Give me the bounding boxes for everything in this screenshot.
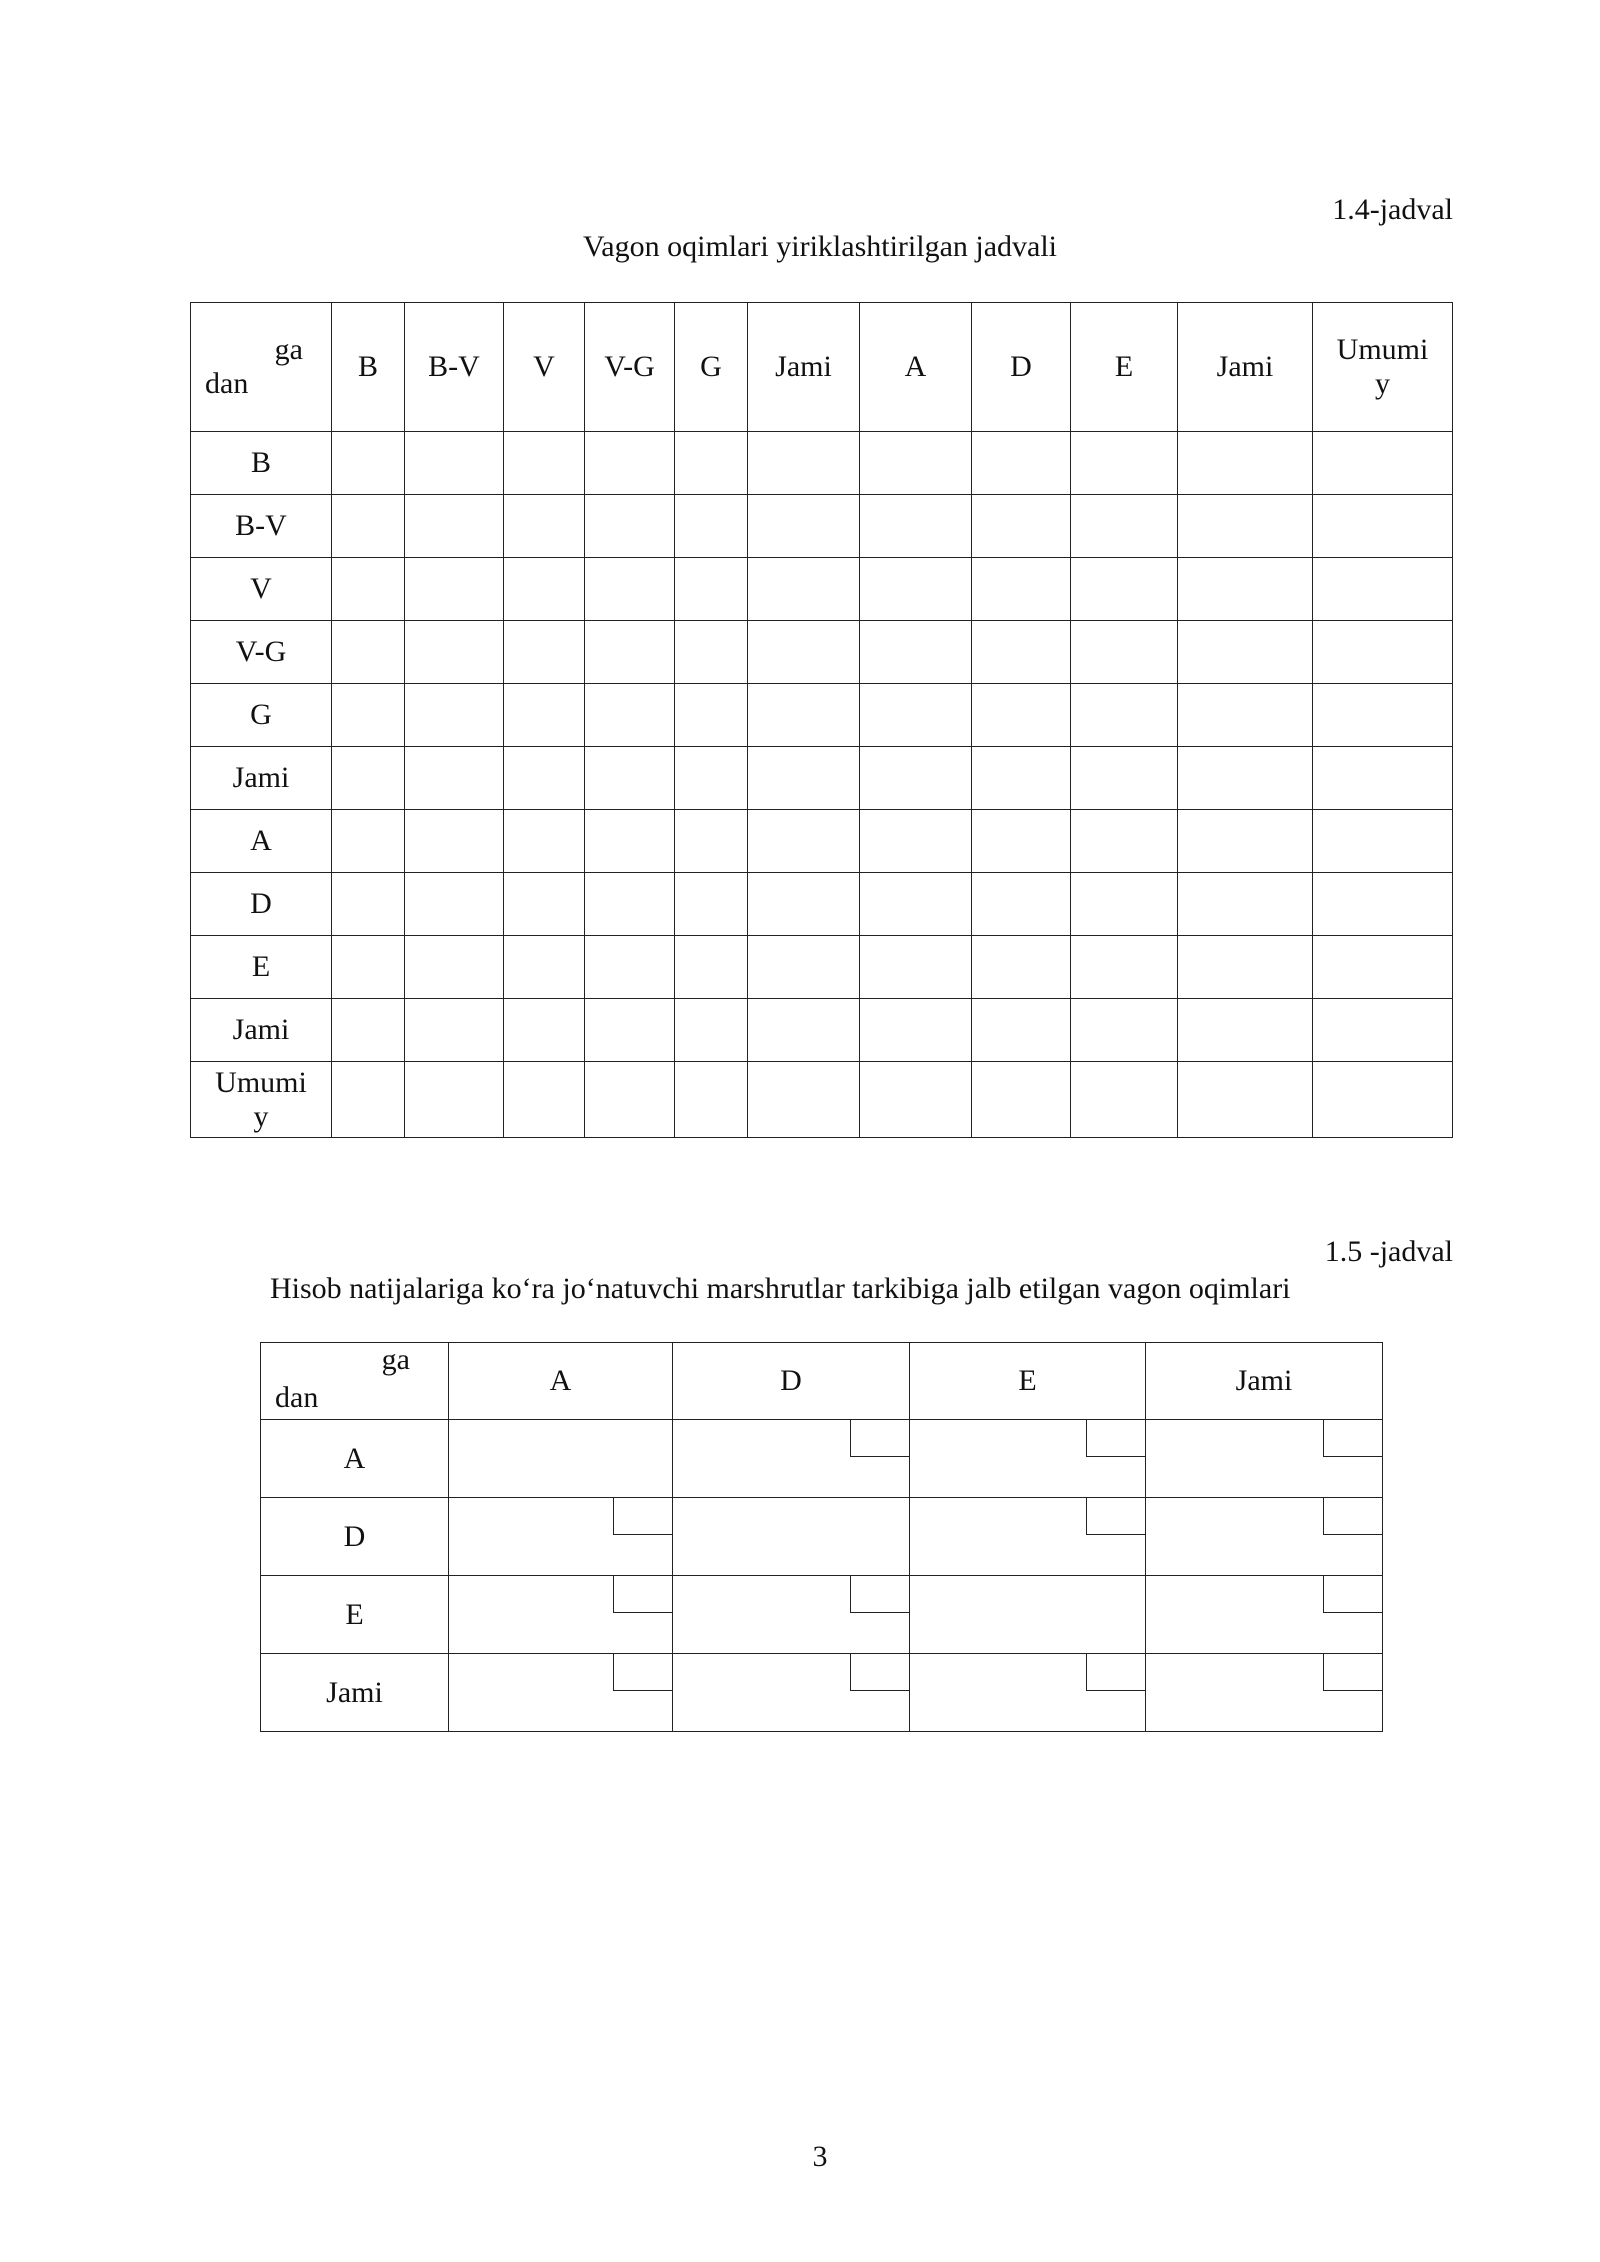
empty-cell (332, 999, 405, 1062)
row-header: D (261, 1498, 449, 1576)
table-row (191, 432, 1453, 495)
empty-cell (675, 432, 748, 495)
column-header: A (860, 303, 972, 432)
empty-cell (405, 495, 504, 558)
empty-cell (972, 432, 1071, 495)
empty-cell (504, 621, 585, 684)
header-row (191, 303, 1453, 432)
empty-cell (332, 873, 405, 936)
empty-cell (972, 873, 1071, 936)
empty-cell (673, 1498, 910, 1576)
corner-to-label: ga (381, 1343, 410, 1376)
empty-cell (585, 1062, 675, 1138)
table2-title: Hisob natijalariga ko‘ra jo‘natuvchi marshrutlar tarkibiga jalb etilgan vagon oqimlari (270, 1272, 1291, 1305)
empty-cell (405, 621, 504, 684)
row-header: Umumi y (191, 1062, 332, 1138)
empty-cell (405, 999, 504, 1062)
corner-subcell (1323, 1575, 1383, 1613)
empty-cell (860, 432, 972, 495)
empty-cell (504, 999, 585, 1062)
empty-cell (585, 936, 675, 999)
column-header: Umumi y (1313, 303, 1453, 432)
row-header: Jami (191, 999, 332, 1062)
empty-cell (1313, 684, 1453, 747)
empty-cell (405, 810, 504, 873)
empty-cell (1178, 495, 1313, 558)
empty-cell (748, 873, 860, 936)
empty-cell (675, 1062, 748, 1138)
empty-cell (673, 1420, 910, 1498)
table-row (191, 495, 1453, 558)
empty-cell (748, 999, 860, 1062)
table1-label: 1.4-jadval (1332, 193, 1453, 226)
empty-cell (1313, 810, 1453, 873)
empty-cell (1071, 936, 1178, 999)
empty-cell (1071, 999, 1178, 1062)
empty-cell (1178, 558, 1313, 621)
empty-cell (332, 684, 405, 747)
empty-cell (860, 558, 972, 621)
row-header: V (191, 558, 332, 621)
empty-cell (1146, 1420, 1383, 1498)
corner-cell (191, 303, 332, 432)
empty-cell (1178, 810, 1313, 873)
row-header: A (191, 810, 332, 873)
empty-cell (1313, 873, 1453, 936)
corner-subcell (1086, 1419, 1146, 1457)
corner-subcell (613, 1575, 673, 1613)
empty-cell (504, 810, 585, 873)
empty-cell (405, 558, 504, 621)
empty-cell (585, 810, 675, 873)
empty-cell (585, 999, 675, 1062)
empty-cell (332, 495, 405, 558)
empty-cell (504, 558, 585, 621)
empty-cell (675, 495, 748, 558)
empty-cell (673, 1654, 910, 1732)
row-header: Jami (191, 747, 332, 810)
empty-cell (972, 558, 1071, 621)
empty-cell (972, 747, 1071, 810)
empty-cell (860, 810, 972, 873)
empty-cell (675, 558, 748, 621)
row-header: A (261, 1420, 449, 1498)
table-row (261, 1498, 1383, 1576)
empty-cell (449, 1420, 673, 1498)
column-header: A (449, 1343, 673, 1420)
corner-from-label: dan (275, 1381, 319, 1414)
empty-cell (1071, 873, 1178, 936)
empty-cell (860, 621, 972, 684)
empty-cell (405, 873, 504, 936)
empty-cell (972, 810, 1071, 873)
row-header: E (191, 936, 332, 999)
row-header: D (191, 873, 332, 936)
empty-cell (585, 621, 675, 684)
empty-cell (585, 558, 675, 621)
table-row (261, 1576, 1383, 1654)
corner-subcell (1323, 1419, 1383, 1457)
empty-cell (748, 684, 860, 747)
empty-cell (860, 747, 972, 810)
empty-cell (1313, 621, 1453, 684)
empty-cell (504, 432, 585, 495)
empty-cell (675, 873, 748, 936)
empty-cell (748, 558, 860, 621)
table-row (261, 1654, 1383, 1732)
table-row (191, 810, 1453, 873)
row-header: V-G (191, 621, 332, 684)
empty-cell (1313, 747, 1453, 810)
empty-cell (748, 432, 860, 495)
empty-cell (1178, 684, 1313, 747)
empty-cell (332, 936, 405, 999)
table1-title: Vagon oqimlari yiriklashtirilgan jadvali (582, 230, 1058, 263)
column-header: D (972, 303, 1071, 432)
empty-cell (860, 936, 972, 999)
empty-cell (1071, 747, 1178, 810)
empty-cell (675, 999, 748, 1062)
empty-cell (1071, 810, 1178, 873)
empty-cell (748, 936, 860, 999)
empty-cell (504, 747, 585, 810)
empty-cell (1178, 432, 1313, 495)
empty-cell (675, 936, 748, 999)
empty-cell (860, 495, 972, 558)
row-header: B (191, 432, 332, 495)
table-row (191, 558, 1453, 621)
empty-cell (1313, 432, 1453, 495)
empty-cell (1178, 1062, 1313, 1138)
row-header: Jami (261, 1654, 449, 1732)
table-row (191, 936, 1453, 999)
empty-cell (972, 999, 1071, 1062)
empty-cell (1313, 1062, 1453, 1138)
table-row (191, 873, 1453, 936)
empty-cell (332, 558, 405, 621)
empty-cell (675, 810, 748, 873)
empty-cell (1178, 873, 1313, 936)
empty-cell (1071, 432, 1178, 495)
empty-cell (405, 1062, 504, 1138)
corner-from-label: dan (205, 367, 249, 400)
empty-cell (504, 936, 585, 999)
column-header: E (1071, 303, 1178, 432)
column-header: D (673, 1343, 910, 1420)
empty-cell (972, 621, 1071, 684)
empty-cell (449, 1498, 673, 1576)
column-header: V-G (585, 303, 675, 432)
empty-cell (748, 810, 860, 873)
empty-cell (585, 432, 675, 495)
empty-cell (673, 1576, 910, 1654)
empty-cell (675, 747, 748, 810)
table-row (261, 1420, 1383, 1498)
column-header: Jami (1178, 303, 1313, 432)
empty-cell (1146, 1498, 1383, 1576)
empty-cell (1313, 495, 1453, 558)
corner-cell (261, 1343, 449, 1420)
empty-cell (910, 1420, 1146, 1498)
page-number: 3 (812, 2140, 828, 2173)
corner-subcell (850, 1575, 910, 1613)
corner-subcell (850, 1653, 910, 1691)
empty-cell (748, 621, 860, 684)
table-row (191, 999, 1453, 1062)
empty-cell (332, 810, 405, 873)
corner-labels (191, 303, 331, 431)
empty-cell (910, 1654, 1146, 1732)
column-header: B-V (405, 303, 504, 432)
empty-cell (332, 747, 405, 810)
empty-cell (1178, 621, 1313, 684)
column-header: V (504, 303, 585, 432)
empty-cell (504, 495, 585, 558)
empty-cell (405, 747, 504, 810)
empty-cell (449, 1654, 673, 1732)
empty-cell (1071, 1062, 1178, 1138)
header-row (261, 1343, 1383, 1420)
empty-cell (405, 432, 504, 495)
table-row (191, 747, 1453, 810)
empty-cell (1071, 558, 1178, 621)
empty-cell (1178, 747, 1313, 810)
empty-cell (748, 747, 860, 810)
empty-cell (1313, 999, 1453, 1062)
empty-cell (504, 1062, 585, 1138)
empty-cell (1178, 999, 1313, 1062)
corner-subcell (850, 1419, 910, 1457)
empty-cell (405, 684, 504, 747)
empty-cell (1071, 495, 1178, 558)
route-flows-table (260, 1342, 1383, 1732)
empty-cell (860, 1062, 972, 1138)
row-header: E (261, 1576, 449, 1654)
column-header: Jami (1146, 1343, 1383, 1420)
column-header: G (675, 303, 748, 432)
column-header: B (332, 303, 405, 432)
corner-subcell (1086, 1653, 1146, 1691)
empty-cell (972, 684, 1071, 747)
empty-cell (748, 1062, 860, 1138)
empty-cell (860, 999, 972, 1062)
empty-cell (332, 432, 405, 495)
empty-cell (675, 684, 748, 747)
empty-cell (910, 1498, 1146, 1576)
table-row (191, 1062, 1453, 1138)
corner-subcell (613, 1653, 673, 1691)
empty-cell (1313, 936, 1453, 999)
empty-cell (504, 684, 585, 747)
column-header: E (910, 1343, 1146, 1420)
corner-labels (261, 1343, 448, 1419)
table-row (191, 621, 1453, 684)
corner-subcell (1323, 1653, 1383, 1691)
row-header: G (191, 684, 332, 747)
table-row (191, 684, 1453, 747)
empty-cell (860, 873, 972, 936)
empty-cell (1146, 1654, 1383, 1732)
empty-cell (585, 873, 675, 936)
empty-cell (332, 621, 405, 684)
empty-cell (585, 495, 675, 558)
empty-cell (1071, 621, 1178, 684)
empty-cell (860, 684, 972, 747)
empty-cell (910, 1576, 1146, 1654)
empty-cell (1178, 936, 1313, 999)
empty-cell (585, 684, 675, 747)
empty-cell (1071, 684, 1178, 747)
empty-cell (972, 1062, 1071, 1138)
corner-subcell (1086, 1497, 1146, 1535)
empty-cell (972, 936, 1071, 999)
empty-cell (332, 1062, 405, 1138)
vagon-flows-table (190, 302, 1453, 1138)
empty-cell (748, 495, 860, 558)
empty-cell (972, 495, 1071, 558)
table2-label: 1.5 -jadval (1324, 1235, 1453, 1268)
empty-cell (1146, 1576, 1383, 1654)
empty-cell (405, 936, 504, 999)
empty-cell (1313, 558, 1453, 621)
empty-cell (449, 1576, 673, 1654)
column-header: Jami (748, 303, 860, 432)
corner-to-label: ga (274, 333, 303, 366)
row-header: B-V (191, 495, 332, 558)
empty-cell (504, 873, 585, 936)
empty-cell (675, 621, 748, 684)
empty-cell (585, 747, 675, 810)
corner-subcell (613, 1497, 673, 1535)
corner-subcell (1323, 1497, 1383, 1535)
